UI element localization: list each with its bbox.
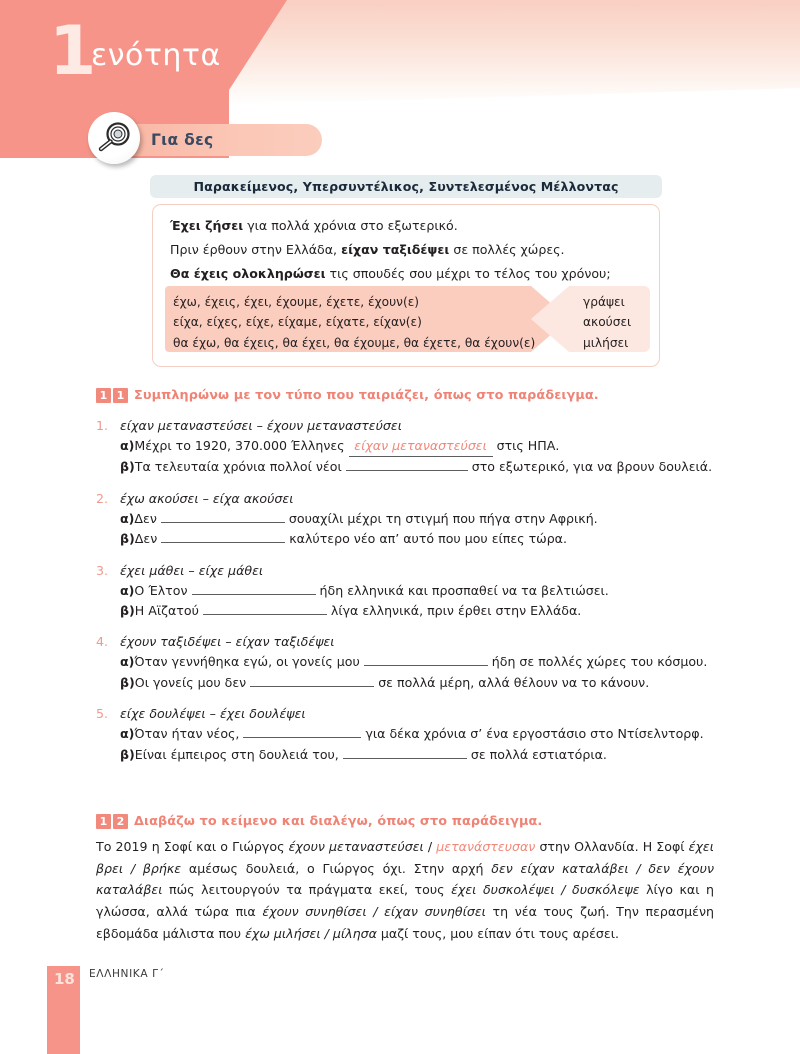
passage-segment-italic[interactable]: έχει βρει / βρήκε <box>96 839 714 876</box>
item-subline-a <box>120 509 714 529</box>
item-subline-b <box>120 529 714 549</box>
item-subline-a <box>120 436 714 457</box>
subline-label: β) <box>120 746 135 762</box>
answer-blank[interactable] <box>243 737 361 738</box>
answer-blank[interactable] <box>203 614 327 615</box>
subline-before: Είναι έμπειρος στη δουλειά του, <box>134 746 343 762</box>
exercise-item <box>96 491 714 550</box>
grammar-box <box>152 204 660 367</box>
answer-blank[interactable] <box>364 665 488 666</box>
item-number: 3. <box>96 562 109 578</box>
subline-label: α) <box>120 438 135 453</box>
book-title: ΕΛΛΗΝΙΚΑ Γ΄ <box>89 968 165 980</box>
subline-before: Οι γονείς μου δεν <box>134 674 251 690</box>
subline-label: α) <box>120 726 135 742</box>
passage-segment-normal: τη νέα τους ζωή. Την περασμένη εβδομάδα μάλιστα που <box>96 903 714 941</box>
grammar-example-2 <box>170 240 648 259</box>
subline-before: Τα τελευταία χρόνια πολλοί νέοι <box>134 459 346 475</box>
grammar-example-1-bold: Έχει ζήσει <box>170 218 244 233</box>
item-subline-b <box>120 673 714 693</box>
item-number: 1. <box>96 418 109 433</box>
item-subline-a <box>120 724 714 744</box>
section-title: Για δες <box>151 131 214 149</box>
answer-blank[interactable] <box>161 522 285 523</box>
subline-before: Η Αϊζατού <box>134 602 203 618</box>
grammar-example-3-bold: Θα έχεις ολοκληρώσει <box>170 266 326 282</box>
item-number: 4. <box>96 634 109 650</box>
conjugation-table <box>165 286 650 352</box>
subline-label: β) <box>120 459 135 475</box>
exercise-1-1-items <box>96 418 714 778</box>
subline-label: β) <box>120 531 135 547</box>
exercise-1-2-passage <box>96 836 714 944</box>
answer-blank[interactable] <box>161 542 285 543</box>
exercise-1-1-header <box>96 388 599 403</box>
item-number: 5. <box>96 706 109 722</box>
conjugation-row: είχα, είχες, είχε, είχαμε, είχατε, είχαν(ε) <box>173 315 422 330</box>
badge-digit: 1 <box>96 814 111 829</box>
subline-label: β) <box>120 674 135 690</box>
subline-before: Δεν <box>134 531 162 547</box>
passage-segment-normal: στην Ολλανδία. Η Σοφί <box>535 839 689 854</box>
item-subline-a <box>120 581 714 601</box>
subline-label: α) <box>120 510 135 526</box>
participle-item: ακούσει <box>583 315 632 330</box>
participle-list <box>583 292 631 353</box>
subline-after: ήδη σε πολλές χώρες του κόσμου. <box>487 654 708 670</box>
subline-before: Όταν γεννήθηκα εγώ, οι γονείς μου <box>134 654 364 670</box>
item-subline-b <box>120 745 714 765</box>
exercise-1-1-instruction: Συμπληρώνω με τον τύπο που ταιριάζει, όπως στο παράδειγμα. <box>134 388 599 403</box>
grammar-title-bar <box>150 175 662 198</box>
unit-word-label: ενότητα <box>91 38 221 73</box>
exercise-1-2-instruction: Διαβάζω το κείμενο και διαλέγω, όπως στο παράδειγμα. <box>134 814 543 829</box>
grammar-example-3-rest: τις σπουδές σου μέχρι το τέλος του χρόνου; <box>325 266 611 282</box>
passage-segment-normal: / <box>423 839 437 854</box>
grammar-example-1 <box>170 216 648 235</box>
item-prompt: έχω ακούσει – είχα ακούσει <box>120 490 294 506</box>
unit-number: 1 <box>49 12 95 91</box>
item-subline-a <box>120 652 714 672</box>
subline-after: σουαχίλι μέχρι τη στιγμή που πήγα στην Αφρική. <box>284 510 598 526</box>
passage-segment-italic[interactable]: έχει δυσκολέψει / δυσκόλεψε <box>451 882 640 898</box>
exercise-1-1-badge <box>96 388 128 403</box>
magnifier-icon <box>88 112 140 164</box>
subline-after: σε πολλά μέρη, αλλά θέλουν να το κάνουν. <box>374 674 650 690</box>
subline-before: Όταν ήταν νέος, <box>134 726 244 742</box>
passage-segment-italic[interactable]: έχουν συνηθίσει / είχαν συνηθίσει <box>262 903 486 919</box>
participle-item: γράψει <box>583 295 625 309</box>
subline-before: Ο Έλτον <box>134 582 192 598</box>
grammar-examples <box>170 216 648 288</box>
subline-after: στο εξωτερικό, για να βρουν δουλειά. <box>467 459 713 475</box>
subline-before: Δεν <box>134 510 161 526</box>
grammar-example-1-rest: για πολλά χρόνια στο εξωτερικό. <box>243 218 458 233</box>
grammar-title-text: Παρακείμενος, Υπερσυντέλικος, Συντελεσμένος Μέλλοντας <box>193 179 619 194</box>
passage-segment-normal: αμέσως δουλειά, ο Γιώργος όχι. Στην αρχή <box>181 860 492 876</box>
answer-blank-filled[interactable]: είχαν μεταναστεύσει <box>349 436 493 457</box>
subline-before: Μέχρι το 1920, 370.000 Έλληνες <box>134 438 349 453</box>
exercise-item <box>96 706 714 765</box>
subline-after: για δέκα χρόνια σ’ ένα εργοστάσιο στο Ντίσελντορφ. <box>361 726 704 742</box>
exercise-1-2-badge <box>96 814 128 829</box>
conjugation-row: έχω, έχεις, έχει, έχουμε, έχετε, έχουν(ε) <box>173 295 420 309</box>
badge-digit: 1 <box>113 388 128 403</box>
subline-after: λίγα ελληνικά, πριν έρθει στην Ελλάδα. <box>326 602 582 618</box>
subline-after: ήδη ελληνικά και προσπαθεί να τα βελτιώσει. <box>315 582 609 598</box>
exercise-item <box>96 418 714 478</box>
exercise-item <box>96 563 714 622</box>
item-prompt: είχαν μεταναστεύσει – έχουν μεταναστεύσει <box>120 418 402 433</box>
item-prompt: είχε δουλέψει – έχει δουλέψει <box>120 706 306 722</box>
answer-blank[interactable] <box>346 470 468 471</box>
subline-after: σε πολλά εστιατόρια. <box>466 746 607 762</box>
grammar-example-3 <box>170 264 648 283</box>
subline-label: α) <box>120 654 135 670</box>
passage-segment-italic[interactable]: έχουν μεταναστεύσει <box>288 839 424 854</box>
passage-segment-italic[interactable]: έχω μιλήσει / μίλησα <box>245 925 377 941</box>
conjugation-row: θα έχω, θα έχεις, θα έχει, θα έχουμε, θα έχετε, θα έχουν(ε) <box>173 335 536 350</box>
participle-item: μιλήσει <box>583 335 629 350</box>
grammar-example-2-bold: είχαν ταξιδέψει <box>341 242 450 258</box>
passage-segment-normal: πώς λειτουργούν τα πράγματα εκεί, τους <box>162 882 452 898</box>
passage-segment-highlight[interactable]: μετανάστευσαν <box>436 839 536 854</box>
badge-digit: 2 <box>113 814 128 829</box>
item-prompt: έχουν ταξιδέψει – είχαν ταξιδέψει <box>120 634 335 650</box>
item-subline-b <box>120 457 714 477</box>
passage-segment-normal: Το 2019 η Σοφί και ο Γιώργος <box>96 839 289 854</box>
conjugation-rows <box>173 292 535 353</box>
page-number: 18 <box>54 970 75 988</box>
item-number: 2. <box>96 490 109 506</box>
passage-segment-italic[interactable]: δεν είχαν καταλάβει / δεν έχουν καταλάβει <box>96 860 715 898</box>
grammar-example-2-pre: Πριν έρθουν στην Ελλάδα, <box>170 242 342 258</box>
answer-blank[interactable] <box>250 686 374 687</box>
badge-digit: 1 <box>96 388 111 403</box>
item-subline-b <box>120 601 714 621</box>
passage-segment-normal: λίγο και η γλώσσα, αλλά τώρα πια <box>96 882 714 919</box>
item-prompt: έχει μάθει – είχε μάθει <box>120 562 264 578</box>
subline-label: α) <box>120 582 135 598</box>
subline-after: στις ΗΠΑ. <box>492 438 560 453</box>
answer-blank[interactable] <box>192 594 316 595</box>
passage-segment-normal: μαζί τους, μου είπαν ότι τους αρέσει. <box>376 925 619 941</box>
subline-label: β) <box>120 602 135 618</box>
exercise-item <box>96 634 714 693</box>
answer-blank[interactable] <box>343 758 467 759</box>
subline-after: καλύτερο νέο απ’ αυτό που μου είπες τώρα. <box>285 531 567 547</box>
section-pill <box>117 124 322 156</box>
exercise-1-2-header <box>96 814 542 829</box>
grammar-example-2-rest: σε πολλές χώρες. <box>449 242 565 258</box>
